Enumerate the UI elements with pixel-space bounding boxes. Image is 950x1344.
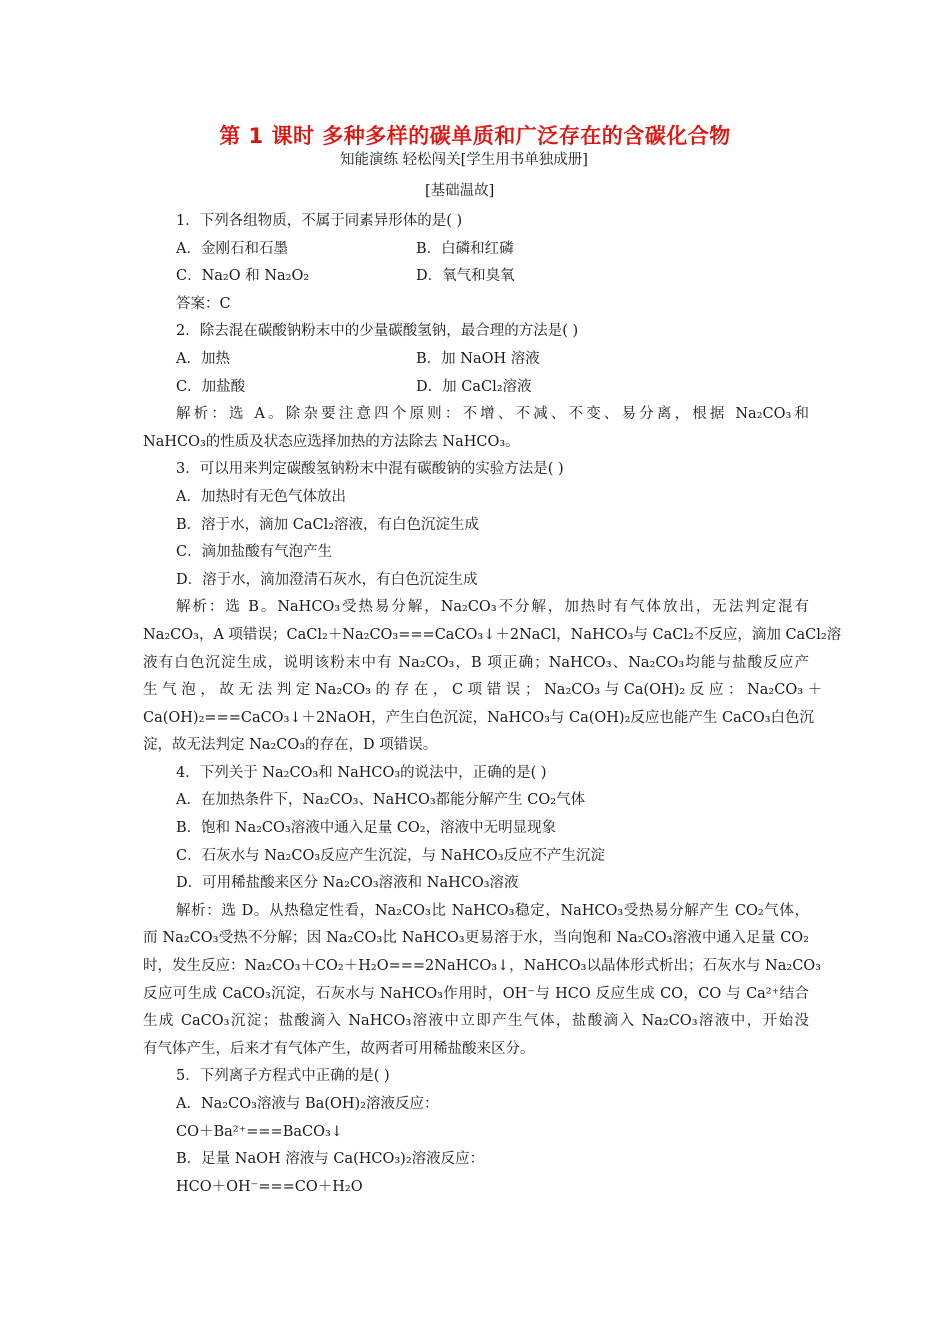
question-4-analysis-line: 时，发生反应：Na₂CO₃＋CO₂＋H₂O===2NaHCO₃↓，NaHCO₃以晶体形式析出；石灰水与 Na₂CO₃ xyxy=(143,958,821,975)
lesson-subtitle: 知能演练 轻松闯关[学生用书单独成册] xyxy=(340,152,588,168)
question-4-stem: 4．下列关于 Na₂CO₃和 NaHCO₃的说法中，正确的是( ) xyxy=(176,764,547,781)
question-3-analysis-line: 液有白色沉淀生成，说明该粉末中有 Na₂CO₃，B 项正确；NaHCO₃、Na₂CO₃均能与盐酸反应产 xyxy=(143,654,809,671)
question-1-options-ab xyxy=(143,236,809,264)
section-heading: [基础温故] xyxy=(425,183,495,199)
question-2-analysis-line: 解析：选 A。除杂要注意四个原则：不增、不减、不变、易分离，根据 Na₂CO₃和 xyxy=(176,406,809,423)
question-4-option-a: A．在加热条件下，Na₂CO₃、NaHCO₃都能分解产生 CO₂气体 xyxy=(176,792,586,809)
question-4-option-b: B．饱和 Na₂CO₃溶液中通入足量 CO₂，溶液中无明显现象 xyxy=(176,820,557,837)
question-5-option-a: A．Na₂CO₃溶液与 Ba(OH)₂溶液反应： xyxy=(176,1096,439,1112)
question-5-option-a-equation: CO＋Ba²⁺===BaCO₃↓ xyxy=(176,1123,343,1140)
question-3-option-c: C．滴加盐酸有气泡产生 xyxy=(176,544,333,561)
question-2-options-ab xyxy=(143,346,809,374)
question-4-option-d: D．可用稀盐酸来区分 Na₂CO₃溶液和 NaHCO₃溶液 xyxy=(176,875,519,892)
question-1-option-a: A．金刚石和石墨 xyxy=(176,240,288,257)
question-4-analysis-line: 有气体产生，后来才有气体产生，故两者可用稀盐酸来区分。 xyxy=(143,1040,535,1057)
question-3-analysis-line: 淀，故无法判定 Na₂CO₃的存在，D 项错误。 xyxy=(143,737,438,754)
question-4-analysis-line: 解析：选 D。从热稳定性看，Na₂CO₃比 NaHCO₃稳定，NaHCO₃受热易分解产生 CO₂气体， xyxy=(176,902,809,919)
question-3-option-a: A．加热时有无色气体放出 xyxy=(176,488,346,505)
question-2-option-a: A．加热 xyxy=(176,350,230,367)
question-4-analysis-line: 反应可生成 CaCO₃沉淀，石灰水与 NaHCO₃作用时，OH⁻与 HCO 反应生成 CO，CO 与 Ca²⁺结合 xyxy=(143,985,809,1002)
question-2-options-cd xyxy=(143,374,809,402)
question-2-analysis-line: NaHCO₃的性质及状态应选择加热的方法除去 NaHCO₃。 xyxy=(143,433,520,450)
question-content xyxy=(143,208,842,1201)
question-2-option-d: D．加 CaCl₂溶液 xyxy=(416,378,532,395)
question-5-option-b-equation: HCO＋OH⁻===CO＋H₂O xyxy=(176,1178,363,1195)
question-1-option-b: B．白磷和红磷 xyxy=(416,240,514,257)
question-2-option-c: C．加盐酸 xyxy=(176,378,246,395)
question-1-option-c: C．Na₂O 和 Na₂O₂ xyxy=(176,268,310,285)
question-3-analysis-line: Na₂CO₃，A 项错误；CaCl₂＋Na₂CO₃===CaCO₃↓＋2NaCl，NaHCO₃与 CaCl₂不反应，滴加 CaCl₂溶 xyxy=(143,626,842,643)
question-2-option-b: B．加 NaOH 溶液 xyxy=(416,350,540,367)
lesson-title: 第 1 课时 多种多样的碳单质和广泛存在的含碳化合物 xyxy=(219,124,731,148)
question-2-stem: 2．除去混在碳酸钠粉末中的少量碳酸氢钠，最合理的方法是( ) xyxy=(176,323,579,340)
question-3-analysis-line: 生 气 泡 ， 故 无 法 判 定 Na₂CO₃ 的 存 在 ， C 项 错 误 ； Na₂CO₃ 与 Ca(OH)₂ 反 应 ： Na₂CO₃ ＋ xyxy=(143,682,823,699)
question-4-analysis-line: 而 Na₂CO₃受热不分解；因 Na₂CO₃比 NaHCO₃更易溶于水，当向饱和 Na₂CO₃溶液中通入足量 CO₂ xyxy=(143,930,809,947)
question-3-analysis-line: Ca(OH)₂===CaCO₃↓＋2NaOH，产生白色沉淀，NaHCO₃与 Ca(OH)₂反应也能产生 CaCO₃白色沉 xyxy=(143,709,815,726)
question-3-analysis-line: 解析：选 B。NaHCO₃受热易分解，Na₂CO₃不分解，加热时有气体放出，无法判定混有 xyxy=(176,599,809,616)
question-1-answer: 答案：C xyxy=(176,295,231,312)
question-3-option-b: B．溶于水，滴加 CaCl₂溶液，有白色沉淀生成 xyxy=(176,516,480,533)
question-1-option-d: D．氧气和臭氧 xyxy=(416,268,515,285)
question-5-option-b: B．足量 NaOH 溶液与 Ca(HCO₃)₂溶液反应： xyxy=(176,1151,485,1168)
question-5-stem: 5．下列离子方程式中正确的是( ) xyxy=(176,1068,390,1085)
question-3-stem: 3．可以用来判定碳酸氢钠粉末中混有碳酸钠的实验方法是( ) xyxy=(176,461,564,478)
question-3-option-d: D．溶于水，滴加澄清石灰水，有白色沉淀生成 xyxy=(176,571,478,588)
question-1-stem: 1．下列各组物质，不属于同素异形体的是( ) xyxy=(176,213,463,229)
question-4-option-c: C．石灰水与 Na₂CO₃反应产生沉淀，与 NaHCO₃反应不产生沉淀 xyxy=(176,847,606,864)
question-4-analysis-line: 生成 CaCO₃沉淀；盐酸滴入 NaHCO₃溶液中立即产生气体，盐酸滴入 Na₂CO₃溶液中，开始没 xyxy=(143,1013,809,1030)
question-1-options-cd xyxy=(143,263,809,291)
